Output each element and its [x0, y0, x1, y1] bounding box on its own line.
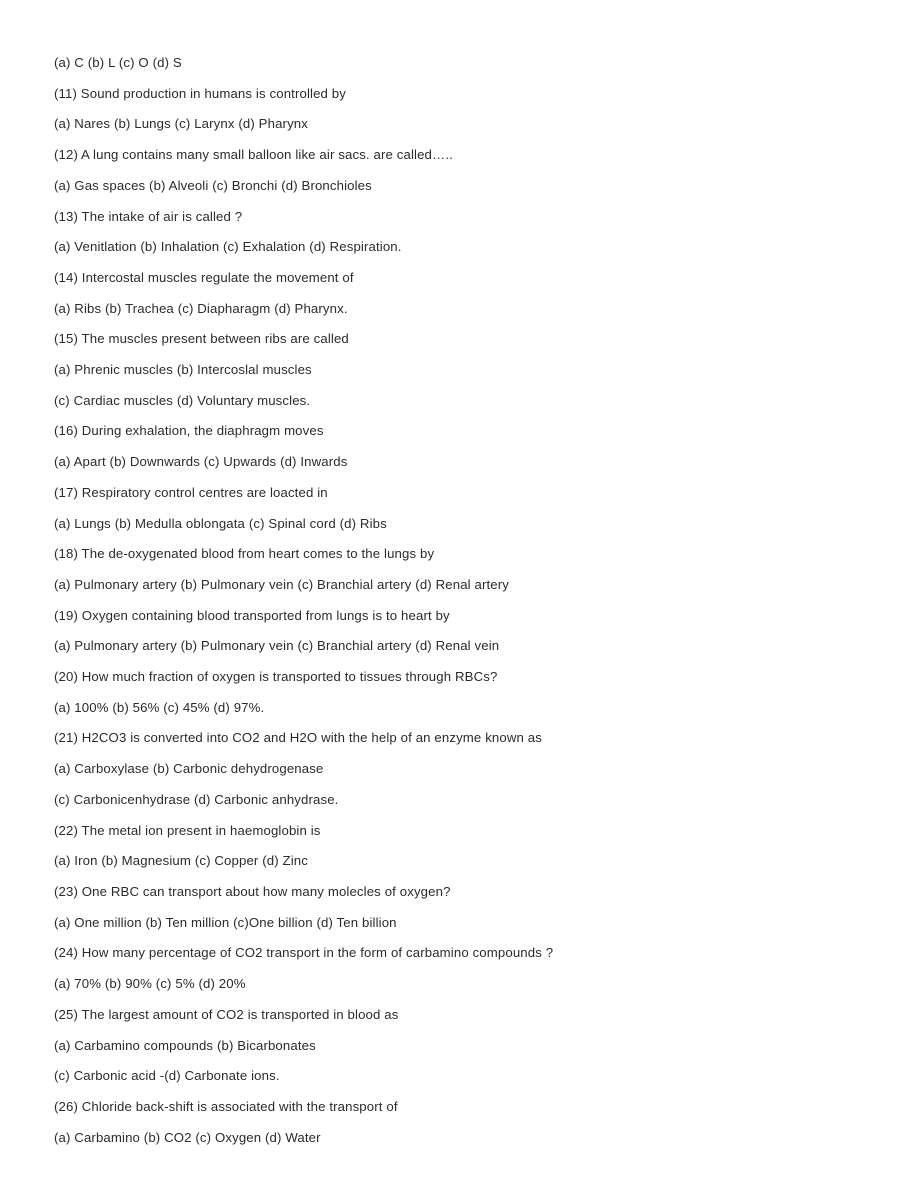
question-line: (19) Oxygen containing blood transported from lungs is to heart by [54, 607, 450, 623]
options-line: (a) Lungs (b) Medulla oblongata (c) Spinal cord (d) Ribs [54, 515, 387, 531]
options-line: (a) Nares (b) Lungs (c) Larynx (d) Pharynx [54, 116, 308, 132]
options-line: (a) Pulmonary artery (b) Pulmonary vein (c) Branchial artery (d) Renal vein [54, 638, 500, 654]
question-line: (17) Respiratory control centres are loacted in [54, 484, 328, 500]
options-line: (a) 70% (b) 90% (c) 5% (d) 20% [54, 976, 246, 992]
options-line: (c) Carbonicenhydrase (d) Carbonic anhydrase. [54, 791, 339, 807]
options-line: (a) Ribs (b) Trachea (c) Diapharagm (d) Pharynx. [54, 300, 348, 316]
question-line: (22) The metal ion present in haemoglobin is [54, 822, 321, 838]
question-line: (11) Sound production in humans is controlled by [54, 85, 346, 101]
question-line: (18) The de-oxygenated blood from heart comes to the lungs by [54, 546, 435, 562]
options-line: (a) 100% (b) 56% (c) 45% (d) 97%. [54, 699, 265, 715]
options-line: (a) Phrenic muscles (b) Intercoslal muscles [54, 362, 312, 378]
options-line: (c) Cardiac muscles (d) Voluntary muscles. [54, 392, 311, 408]
options-line: (a) Gas spaces (b) Alveoli (c) Bronchi (d) Bronchioles [54, 177, 372, 193]
question-line: (15) The muscles present between ribs are called [54, 331, 349, 347]
question-line: (23) One RBC can transport about how many molecles of oxygen? [54, 883, 451, 899]
options-line: (a) Carboxylase (b) Carbonic dehydrogenase [54, 761, 324, 777]
question-line: (25) The largest amount of CO2 is transported in blood as [54, 1006, 399, 1022]
options-line: (a) C (b) L (c) O (d) S [54, 55, 182, 70]
options-line: (c) Carbonic acid -(d) Carbonate ions. [54, 1068, 280, 1084]
question-line: (14) Intercostal muscles regulate the movement of [54, 269, 354, 285]
question-line: (26) Chloride back-shift is associated with the transport of [54, 1098, 398, 1114]
options-line: (a) One million (b) Ten million (c)One billion (d) Ten billion [54, 914, 397, 930]
question-line: (24) How many percentage of CO2 transport in the form of carbamino compounds ? [54, 945, 554, 961]
question-line: (16) During exhalation, the diaphragm moves [54, 423, 324, 439]
question-list [54, 48, 846, 1153]
options-line: (a) Carbamino compounds (b) Bicarbonates [54, 1037, 316, 1053]
options-line: (a) Venitlation (b) Inhalation (c) Exhalation (d) Respiration. [54, 239, 402, 255]
question-line: (12) A lung contains many small balloon like air sacs. are called….. [54, 147, 453, 163]
question-line: (13) The intake of air is called ? [54, 208, 243, 224]
options-line: (a) Apart (b) Downwards (c) Upwards (d) Inwards [54, 454, 348, 470]
options-line: (a) Iron (b) Magnesium (c) Copper (d) Zinc [54, 853, 308, 869]
options-line: (a) Carbamino (b) CO2 (c) Oxygen (d) Water [54, 1129, 321, 1145]
question-line: (20) How much fraction of oxygen is transported to tissues through RBCs? [54, 669, 498, 685]
options-line: (a) Pulmonary artery (b) Pulmonary vein (c) Branchial artery (d) Renal artery [54, 576, 510, 592]
question-line: (21) H2CO3 is converted into CO2 and H2O with the help of an enzyme known as [54, 730, 542, 746]
